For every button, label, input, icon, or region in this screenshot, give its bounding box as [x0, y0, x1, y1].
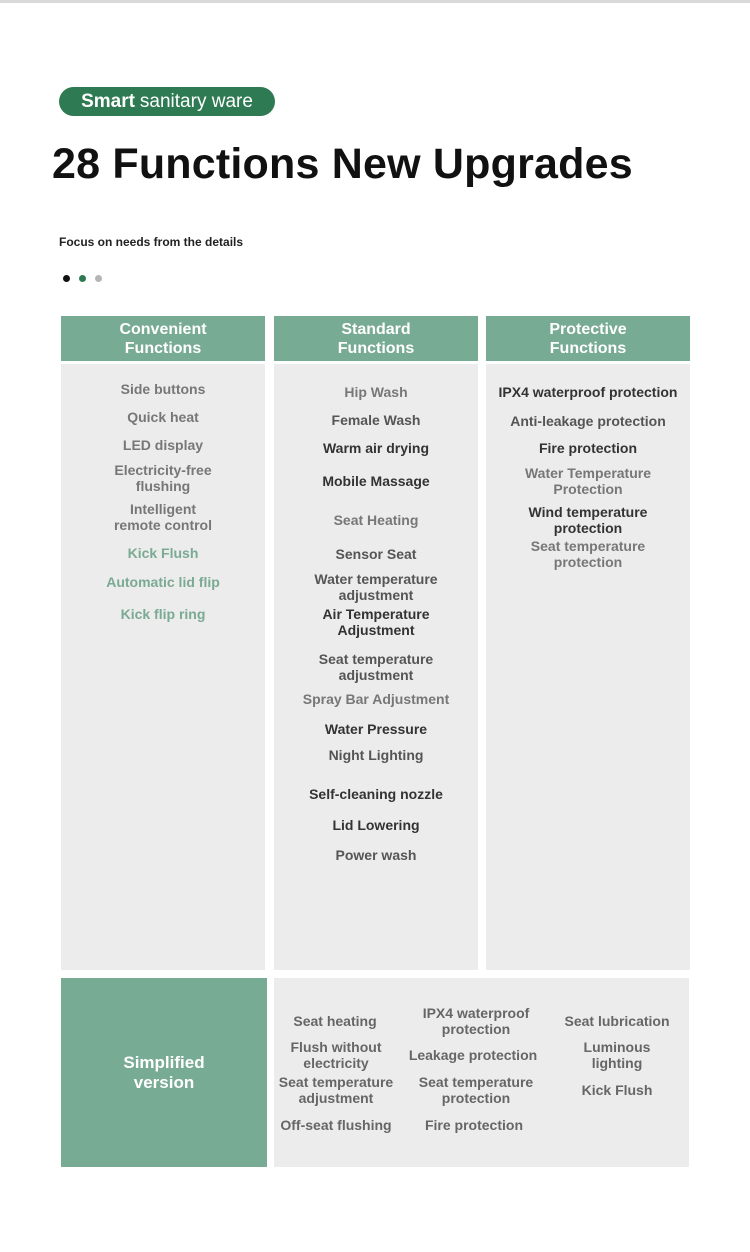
column-header-protective: [486, 316, 690, 361]
function-item: [486, 413, 690, 429]
simplified-item-line: Kick Flush: [581, 1082, 653, 1098]
function-item-line: Intelligent: [129, 501, 197, 517]
top-divider: [0, 0, 750, 3]
function-item: [274, 747, 478, 763]
function-item-line: Seat temperature: [318, 651, 434, 667]
function-item-line: Lid Lowering: [332, 817, 420, 833]
function-item-line: Water Pressure: [324, 721, 428, 737]
function-item: [274, 473, 478, 489]
column-header-line: Functions: [337, 339, 415, 357]
badge-bold-text: Smart: [81, 90, 135, 112]
simplified-item-line: Seat temperature: [278, 1074, 394, 1090]
carousel-dot-2[interactable]: [79, 275, 86, 282]
simplified-item: [564, 1013, 669, 1029]
function-item-line: Quick heat: [127, 409, 199, 425]
function-item-line: Power wash: [335, 847, 417, 863]
function-item-line: adjustment: [338, 587, 414, 603]
simplified-item-line: Off-seat flushing: [280, 1117, 392, 1133]
function-item-line: Mobile Massage: [322, 473, 430, 489]
function-item-line: Hip Wash: [344, 384, 408, 400]
column-header-line: Functions: [549, 339, 627, 357]
simplified-item-line: protection: [441, 1021, 511, 1037]
function-item: [61, 462, 265, 494]
simplified-item-line: Luminous: [583, 1039, 651, 1055]
function-item-line: Fire protection: [538, 440, 637, 456]
function-item-line: Seat temperature: [530, 538, 646, 554]
page-subtitle: Focus on needs from the details: [59, 235, 244, 249]
simplified-header-line: version: [133, 1072, 195, 1092]
simplified-version-panel: [274, 978, 689, 1167]
function-item: [274, 691, 478, 707]
function-item: [274, 384, 478, 400]
function-item-line: Electricity-free: [114, 462, 212, 478]
function-item: [274, 512, 478, 528]
function-item-line: flushing: [135, 478, 191, 494]
column-header-line: Convenient: [119, 320, 207, 338]
function-item-line: Protection: [553, 481, 623, 497]
function-item-line: Night Lighting: [328, 747, 424, 763]
function-item-line: Wind temperature: [528, 504, 648, 520]
simplified-item-line: Seat lubrication: [564, 1013, 670, 1029]
column-panel-convenient: [61, 364, 265, 970]
function-item-line: Adjustment: [337, 622, 415, 638]
function-item: [61, 501, 265, 533]
function-item: [486, 384, 690, 400]
function-item: [274, 606, 478, 638]
simplified-item: [409, 1047, 537, 1063]
column-header-line: Protective: [549, 320, 627, 338]
function-item-line: Female Wash: [331, 412, 421, 428]
simplified-item-line: lighting: [591, 1055, 643, 1071]
function-item-line: Self-cleaning nozzle: [309, 786, 443, 802]
function-item: [61, 437, 265, 453]
function-item-line: protection: [553, 554, 623, 570]
simplified-item-line: Fire protection: [424, 1117, 524, 1133]
function-item: [274, 651, 478, 683]
column-panel-protective: [486, 364, 690, 970]
simplified-version-header: [61, 978, 267, 1167]
simplified-item: [280, 1117, 391, 1133]
simplified-item-line: Seat heating: [293, 1013, 377, 1029]
simplified-item-line: protection: [441, 1090, 511, 1106]
function-item: [274, 721, 478, 737]
function-item: [274, 847, 478, 863]
function-item: [61, 574, 265, 590]
column-header-line: Functions: [124, 339, 202, 357]
function-item: [486, 538, 690, 570]
category-badge: [59, 87, 275, 116]
function-item: [61, 606, 265, 622]
function-item: [274, 440, 478, 456]
function-item: [61, 409, 265, 425]
column-panel-standard: [274, 364, 478, 970]
function-item: [61, 381, 265, 397]
simplified-item-line: adjustment: [298, 1090, 374, 1106]
simplified-item-line: Flush without: [290, 1039, 382, 1055]
function-item-line: Water temperature: [314, 571, 438, 587]
column-header-convenient: [61, 316, 265, 361]
badge-text: sanitary ware: [139, 90, 253, 112]
function-item: [486, 504, 690, 536]
function-item: [486, 465, 690, 497]
function-item-line: Seat Heating: [333, 512, 419, 528]
function-item-line: Spray Bar Adjustment: [302, 691, 450, 707]
function-item: [274, 786, 478, 802]
function-item: [274, 817, 478, 833]
function-item-line: Anti-leakage protection: [510, 413, 666, 429]
simplified-item-line: Leakage protection: [408, 1047, 538, 1063]
simplified-item: [293, 1013, 376, 1029]
function-item-line: Kick Flush: [127, 545, 199, 561]
function-item-line: remote control: [113, 517, 212, 533]
function-item-line: protection: [553, 520, 623, 536]
carousel-dots: [63, 275, 102, 282]
function-item-line: LED display: [122, 437, 204, 453]
function-item-line: IPX4 waterproof protection: [498, 384, 678, 400]
simplified-item-line: electricity: [303, 1055, 369, 1071]
simplified-item: [584, 1039, 651, 1071]
function-item-line: Kick flip ring: [120, 606, 206, 622]
simplified-item: [419, 1074, 533, 1106]
function-item: [274, 571, 478, 603]
function-item-line: Air Temperature: [322, 606, 430, 622]
simplified-item-line: Seat temperature: [418, 1074, 534, 1090]
function-item: [274, 412, 478, 428]
function-item: [486, 440, 690, 456]
simplified-item: [582, 1082, 653, 1098]
simplified-item-line: IPX4 waterproof: [422, 1005, 530, 1021]
function-item-line: Automatic lid flip: [106, 574, 220, 590]
page-title: 28 Functions New Upgrades: [52, 140, 633, 188]
function-item-line: Sensor Seat: [335, 546, 417, 562]
carousel-dot-1[interactable]: [63, 275, 70, 282]
simplified-item: [425, 1117, 523, 1133]
simplified-item: [291, 1039, 382, 1071]
simplified-header-line: Simplified: [123, 1052, 205, 1072]
simplified-item: [279, 1074, 393, 1106]
carousel-dot-3[interactable]: [95, 275, 102, 282]
simplified-item: [423, 1005, 530, 1037]
function-item-line: Water Temperature: [524, 465, 652, 481]
function-item: [274, 546, 478, 562]
column-header-standard: [274, 316, 478, 361]
function-item: [61, 545, 265, 561]
column-header-line: Standard: [341, 320, 411, 338]
function-item-line: Side buttons: [120, 381, 206, 397]
function-item-line: adjustment: [338, 667, 414, 683]
function-item-line: Warm air drying: [322, 440, 430, 456]
